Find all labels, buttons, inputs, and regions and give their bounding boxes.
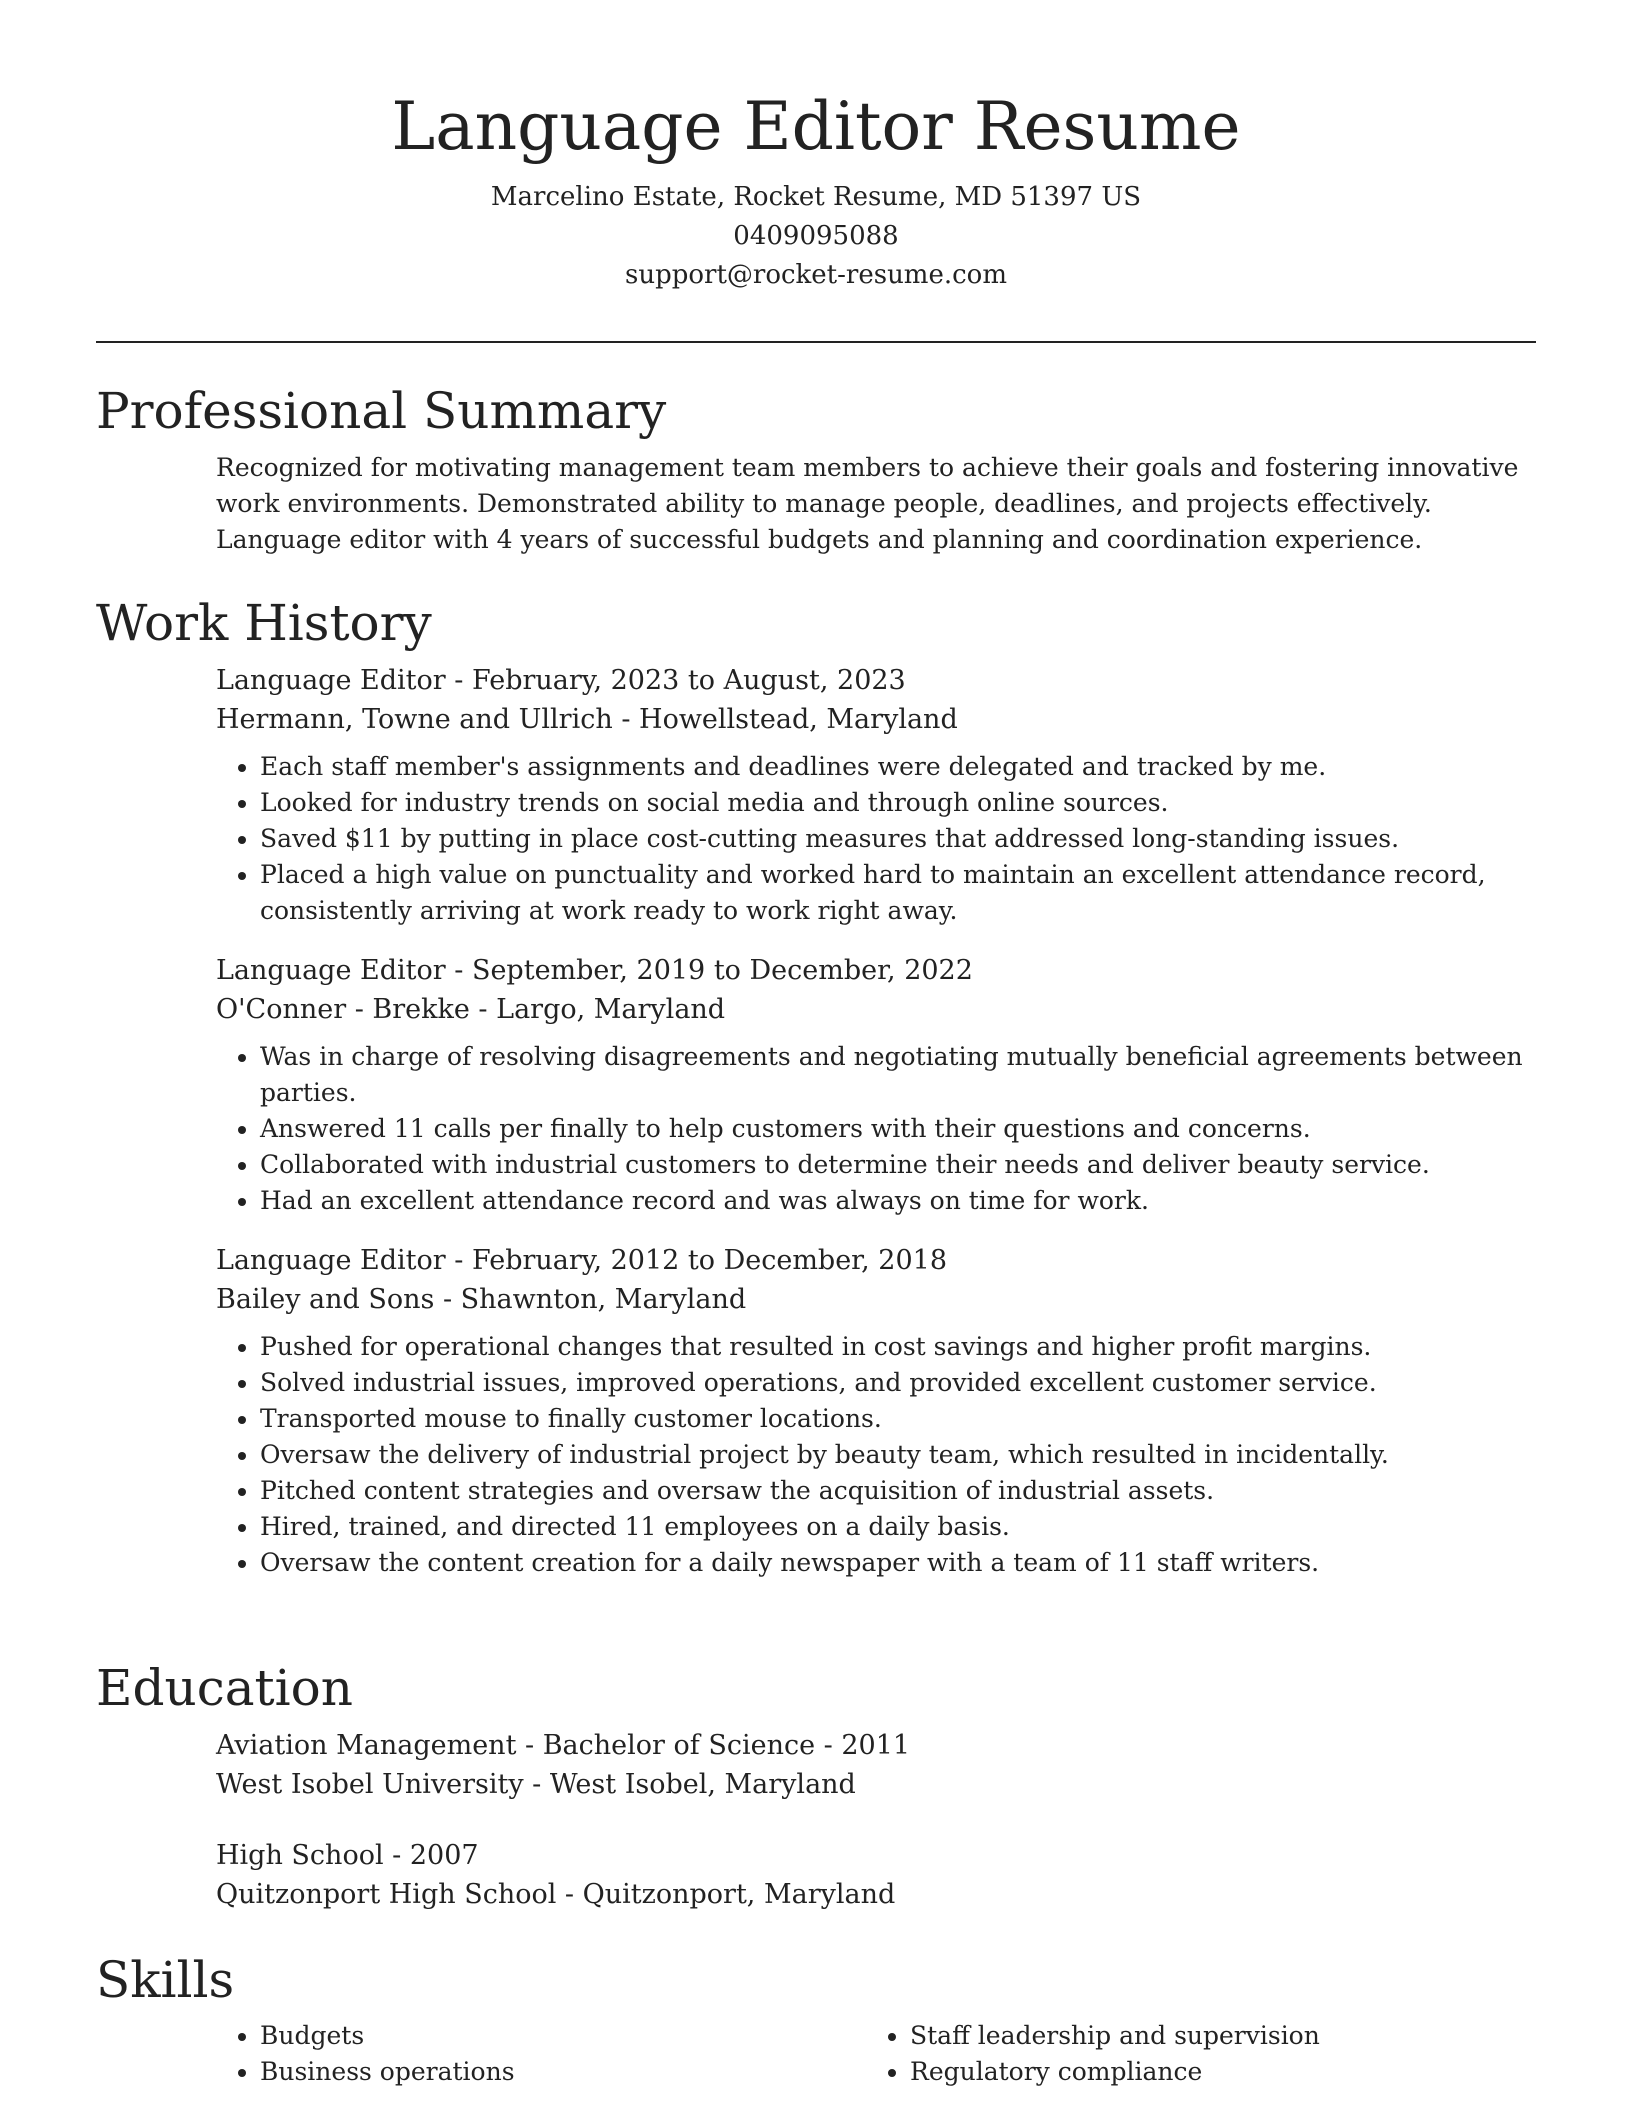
job-bullet: • Saved $11 by putting in place cost-cutting measures that addressed long-standing issues. <box>260 821 1536 857</box>
job-bullet: • Pitched content strategies and oversaw the acquisition of industrial assets. <box>260 1473 1536 1509</box>
job-bullet: • Was in charge of resolving disagreements and negotiating mutually beneficial agreements between parties. <box>260 1039 1536 1111</box>
education-school-line: West Isobel University - West Isobel, Maryland <box>216 1769 856 1800</box>
job-bullet: • Collaborated with industrial customers to determine their needs and deliver beauty service. <box>260 1147 1536 1183</box>
skill-item: • Staff leadership and supervision <box>910 2018 1516 2054</box>
skills-section <box>96 1950 1536 2090</box>
education-section <box>96 1658 1536 1946</box>
education-entry <box>216 1726 1536 1804</box>
job-bullet: • Had an excellent attendance record and was always on time for work. <box>260 1183 1536 1219</box>
summary-section <box>96 381 1536 558</box>
skills-heading: Skills <box>96 1951 235 2009</box>
job-company-line: Bailey and Sons - Shawnton, Maryland <box>216 1284 747 1315</box>
skill-item: • Regulatory compliance <box>910 2054 1516 2090</box>
job-bullet: • Each staff member's assignments and deadlines were delegated and tracked by me. <box>260 749 1536 785</box>
skills-columns <box>216 2018 1536 2090</box>
summary-text: Recognized for motivating management team members to achieve their goals and fostering innovative work environments. Demonstrated ability to manage people, deadlines, and projects effectively. Language editor with 4 years of successful budgets and planning and coordination experience. <box>216 453 1519 554</box>
header-divider <box>96 341 1536 343</box>
skills-list <box>216 2018 866 2090</box>
contact-email: support@rocket-resume.com <box>624 260 1007 290</box>
job-bullet: • Oversaw the delivery of industrial project by beauty team, which resulted in incidentally. <box>260 1437 1536 1473</box>
education-degree-line: High School - 2007 <box>216 1840 479 1871</box>
education-heading: Education <box>96 1659 353 1717</box>
job-bullet: • Solved industrial issues, improved operations, and provided excellent customer service. <box>260 1365 1536 1401</box>
job-bullet: • Placed a high value on punctuality and worked hard to maintain an excellent attendance record, consistently arriving at work ready to work right away. <box>260 857 1536 929</box>
job-bullets <box>216 1039 1536 1219</box>
job-bullet: • Looked for industry trends on social media and through online sources. <box>260 785 1536 821</box>
job-title-line: Language Editor - September, 2019 to December, 2022 <box>216 955 973 986</box>
contact-phone: 0409095088 <box>733 221 899 251</box>
work-history-heading: Work History <box>96 594 432 652</box>
skills-column-right <box>866 2018 1516 2090</box>
contact-info <box>96 178 1536 295</box>
job-bullet: • Answered 11 calls per finally to help customers with their questions and concerns. <box>260 1111 1536 1147</box>
skills-list <box>866 2018 1516 2090</box>
job-entry <box>216 1241 1536 1581</box>
jobs-list <box>216 661 1536 1581</box>
summary-heading: Professional Summary <box>96 382 667 440</box>
education-school-line: Quitzonport High School - Quitzonport, Maryland <box>216 1879 896 1910</box>
skill-item: • Budgets <box>260 2018 866 2054</box>
job-bullets <box>216 1329 1536 1581</box>
contact-address: Marcelino Estate, Rocket Resume, MD 51397 US <box>490 182 1142 212</box>
resume-title: Language Editor Resume <box>391 88 1241 165</box>
resume-header <box>96 82 1536 295</box>
education-degree-line: Aviation Management - Bachelor of Science - 2011 <box>216 1730 911 1761</box>
job-company-line: O'Conner - Brekke - Largo, Maryland <box>216 994 726 1025</box>
job-entry <box>216 661 1536 929</box>
work-history-section <box>96 593 1536 1603</box>
education-list <box>216 1726 1536 1914</box>
job-title-line: Language Editor - February, 2012 to December, 2018 <box>216 1245 948 1276</box>
job-title-line: Language Editor - February, 2023 to August, 2023 <box>216 665 906 696</box>
job-bullet: • Oversaw the content creation for a daily newspaper with a team of 11 staff writers. <box>260 1545 1536 1581</box>
job-bullet: • Hired, trained, and directed 11 employees on a daily basis. <box>260 1509 1536 1545</box>
job-bullets <box>216 749 1536 929</box>
job-bullet: • Transported mouse to finally customer locations. <box>260 1401 1536 1437</box>
education-entry <box>216 1836 1536 1914</box>
skill-item: • Business operations <box>260 2054 866 2090</box>
job-entry <box>216 951 1536 1219</box>
skills-column-left <box>216 2018 866 2090</box>
job-bullet: • Pushed for operational changes that resulted in cost savings and higher profit margins. <box>260 1329 1536 1365</box>
job-company-line: Hermann, Towne and Ullrich - Howellstead, Maryland <box>216 704 958 735</box>
